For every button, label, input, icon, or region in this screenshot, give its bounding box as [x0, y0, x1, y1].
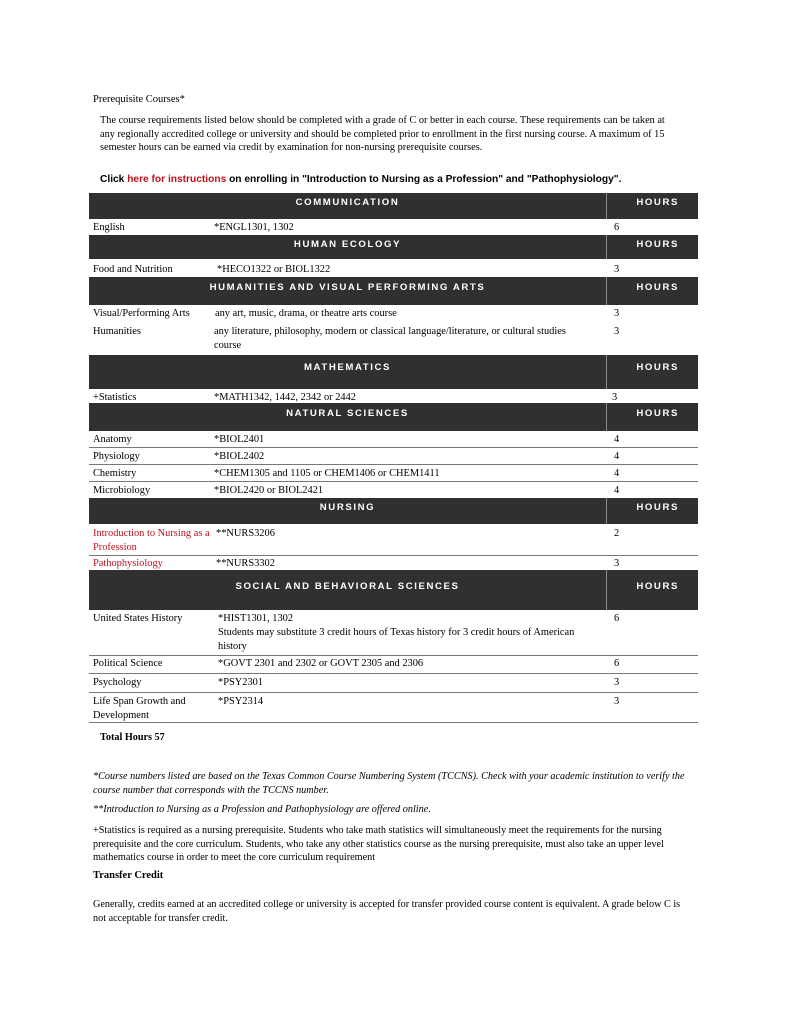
subject-cell[interactable]: Pathophysiology [93, 558, 163, 569]
hours-header: HOURS [636, 197, 679, 208]
course-cell: *BIOL2402 [214, 451, 265, 462]
hours-cell: 6 [614, 222, 620, 233]
subject-cell: Life Span Growth and Development [93, 696, 186, 721]
row-divider [89, 655, 698, 656]
course-cell: **NURS3302 [216, 558, 275, 569]
course-cell: any art, music, drama, or theatre arts course [215, 308, 397, 319]
transfer-credit-text: Generally, credits earned at an accredited college or university is accepted for transfer provided course content is equivalent. A grade below C is not acceptable for transfer credit. [93, 899, 681, 924]
section-title: MATHEMATICS [303, 362, 392, 373]
subject-cell: Humanities [93, 326, 141, 337]
transfer-credit-heading: Transfer Credit [93, 870, 164, 881]
subject-cell: Chemistry [93, 468, 137, 479]
course-cell: *PSY2314 [218, 696, 264, 707]
header-divider [606, 498, 607, 524]
section-header-humanities [89, 277, 698, 305]
hours-cell: 6 [614, 613, 620, 624]
section-header-communication [89, 193, 698, 219]
subject-cell: Anatomy [93, 434, 132, 445]
hours-header: HOURS [636, 502, 679, 513]
tccns-note: *Course numbers listed are based on the Texas Common Course Numbering System (TCCNS). Check with your academic institution to verify the course number that corresponds with the TCCNS number. [93, 771, 685, 796]
section-title: HUMAN ECOLOGY [293, 239, 402, 250]
hours-cell: 4 [614, 451, 620, 462]
row-divider [89, 673, 698, 674]
online-note: **Introduction to Nursing as a Profession and Pathophysiology are offered online. [93, 804, 431, 815]
subject-cell: Political Science [93, 658, 163, 669]
hours-cell: 4 [614, 434, 620, 445]
hours-header: HOURS [636, 408, 679, 419]
course-cell: *ENGL1301, 1302 [214, 222, 294, 233]
section-title: HUMANITIES AND VISUAL PERFORMING ARTS [209, 282, 486, 293]
hours-cell: 3 [614, 677, 620, 688]
subject-cell: +Statistics [93, 392, 137, 403]
click-prefix: Click [100, 174, 128, 185]
row-divider [89, 464, 698, 465]
header-divider [606, 355, 607, 389]
click-suffix: on enrolling in "Introduction to Nursing as a Profession" and "Pathophysiology". [226, 174, 622, 185]
header-divider [606, 570, 607, 610]
section-header-natural-sciences [89, 403, 698, 431]
row-divider [89, 692, 698, 693]
row-divider [89, 481, 698, 482]
header-divider [606, 193, 607, 219]
hours-cell: 2 [614, 528, 620, 539]
hours-header: HOURS [636, 239, 679, 250]
course-cell: *GOVT 2301 and 2302 or GOVT 2305 and 2306 [218, 658, 424, 669]
subject-cell: Psychology [93, 677, 142, 688]
section-title: SOCIAL AND BEHAVIORAL SCIENCES [235, 581, 460, 592]
statistics-note: +Statistics is required as a nursing prerequisite. Students who take math statistics will simultaneously meet the requirements for the nursing prerequisite and the core curriculum. Students, who take any other statistics course as the nursing prerequisite, must also take an upper level mathematics course in order to meet the core curriculum requirement [93, 825, 664, 863]
header-divider [606, 235, 607, 259]
course-cell: *PSY2301 [218, 677, 264, 688]
section-header-social-sciences [89, 570, 698, 610]
header-divider [606, 403, 607, 431]
intro-paragraph: The course requirements listed below should be completed with a grade of C or better in each course. These requirements can be taken at any regionally accredited college or university and should be completed prior to enrollment in the first nursing course. A maximum of 15 semester hours can be earned via credit by examination for non-nursing prerequisite courses. [100, 115, 665, 154]
row-divider [89, 555, 698, 556]
course-cell: *HECO1322 or BIOL1322 [217, 264, 331, 275]
course-cell: *MATH1342, 1442, 2342 or 2442 [214, 392, 357, 403]
hours-cell: 3 [614, 696, 620, 707]
subject-cell: Visual/Performing Arts [93, 308, 190, 319]
hours-cell: 3 [614, 558, 620, 569]
page-title: Prerequisite Courses* [93, 94, 185, 105]
instructions-link[interactable]: here for instructions [127, 174, 227, 185]
subject-cell: Microbiology [93, 485, 151, 496]
row-divider [89, 447, 698, 448]
subject-cell: Physiology [93, 451, 140, 462]
section-header-human-ecology [89, 235, 698, 259]
course-cell: any literature, philosophy, modern or classical language/literature, or cultural studies course [214, 326, 566, 351]
section-header-mathematics [89, 355, 698, 389]
table-bottom-border [89, 722, 698, 723]
hours-cell: 3 [612, 392, 618, 403]
hours-cell: 4 [614, 468, 620, 479]
hours-header: HOURS [636, 362, 679, 373]
section-title: NURSING [319, 502, 376, 513]
hours-cell: 3 [614, 264, 620, 275]
subject-cell[interactable]: Introduction to Nursing as a Profession [93, 528, 210, 553]
hours-header: HOURS [636, 581, 679, 592]
hours-cell: 3 [614, 308, 620, 319]
instructions-line [100, 174, 621, 185]
subject-cell: United States History [93, 613, 183, 624]
course-cell: *BIOL2401 [214, 434, 265, 445]
course-cell: *CHEM1305 and 1105 or CHEM1406 or CHEM1411 [214, 468, 440, 479]
subject-cell: English [93, 222, 125, 233]
course-cell: *BIOL2420 or BIOL2421 [214, 485, 324, 496]
hours-cell: 3 [614, 326, 620, 337]
section-title: NATURAL SCIENCES [286, 408, 409, 419]
hours-header: HOURS [636, 282, 679, 293]
header-divider [606, 277, 607, 305]
hours-cell: 4 [614, 485, 620, 496]
course-cell: **NURS3206 [216, 528, 275, 539]
course-cell: *HIST1301, 1302 [218, 613, 294, 624]
hours-cell: 6 [614, 658, 620, 669]
subject-cell: Food and Nutrition [93, 264, 173, 275]
section-title: COMMUNICATION [295, 197, 400, 208]
total-hours: Total Hours 57 [100, 732, 165, 743]
course-note: Students may substitute 3 credit hours of Texas history for 3 credit hours of American history [218, 627, 575, 652]
section-header-nursing [89, 498, 698, 524]
